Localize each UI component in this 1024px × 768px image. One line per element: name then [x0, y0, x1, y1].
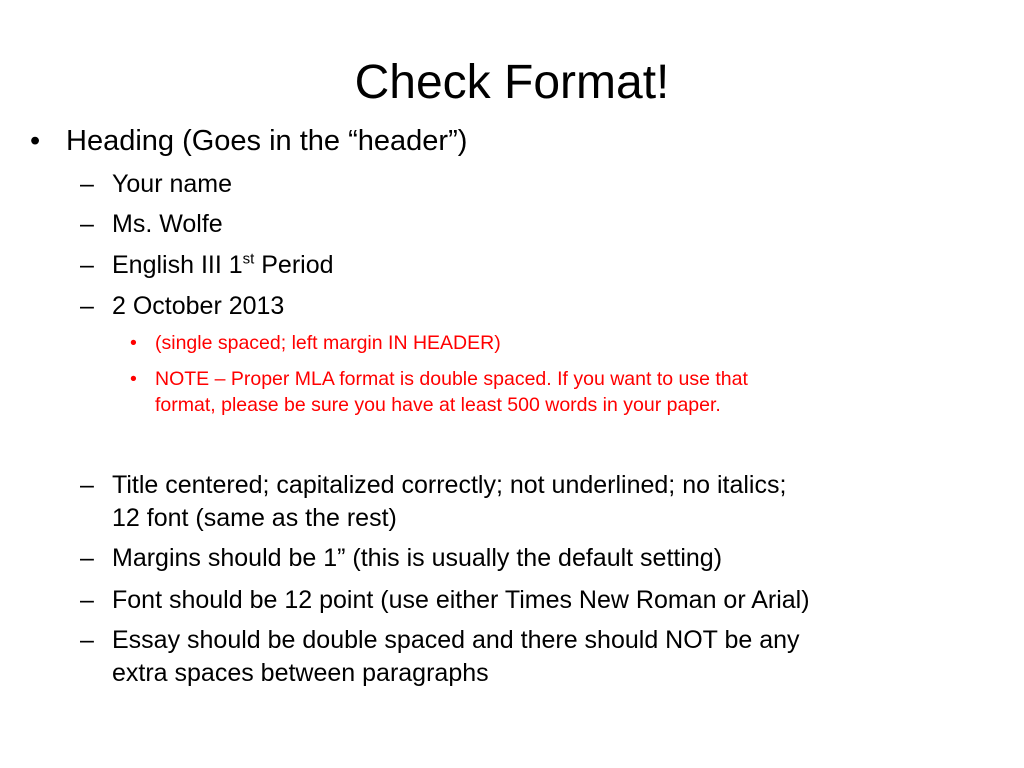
dash-marker: –	[80, 471, 94, 499]
dash-marker: –	[80, 292, 94, 320]
dash-marker: –	[80, 210, 94, 238]
heading-bullet-text: Heading (Goes in the “header”)	[66, 125, 468, 157]
list-item-date: 2 October 2013	[112, 292, 285, 320]
note-bullet-marker: •	[130, 368, 137, 390]
list-item-your-name: Your name	[112, 170, 232, 198]
dash-marker: –	[80, 626, 94, 654]
list-item-class	[112, 249, 334, 281]
format-font: Font should be 12 point (use either Times New Roman or Arial)	[112, 586, 810, 614]
format-margins: Margins should be 1” (this is usually the default setting)	[112, 544, 723, 572]
note-bullet-marker: •	[130, 332, 137, 354]
list-item-teacher: Ms. Wolfe	[112, 210, 223, 238]
format-title-line-2: 12 font (same as the rest)	[112, 504, 397, 532]
format-spacing-line-2: extra spaces between paragraphs	[112, 659, 489, 687]
format-title-line-1: Title centered; capitalized correctly; not underlined; no italics;	[112, 471, 787, 499]
bullet-marker: •	[30, 125, 41, 157]
dash-marker: –	[80, 544, 94, 572]
note-mla-line-1: NOTE – Proper MLA format is double spaced. If you want to use that	[155, 368, 748, 390]
note-single-spaced: (single spaced; left margin IN HEADER)	[155, 332, 501, 354]
superscript: st	[242, 250, 255, 268]
class-text: English III 1	[112, 251, 243, 279]
slide-title: Check Format!	[354, 56, 670, 109]
dash-marker: –	[80, 170, 94, 198]
class-period: Period	[254, 251, 334, 279]
format-spacing-line-1: Essay should be double spaced and there should NOT be any	[112, 626, 800, 654]
note-mla-line-2: format, please be sure you have at least 500 words in your paper.	[155, 394, 721, 416]
dash-marker: –	[80, 251, 94, 279]
dash-marker: –	[80, 586, 94, 614]
